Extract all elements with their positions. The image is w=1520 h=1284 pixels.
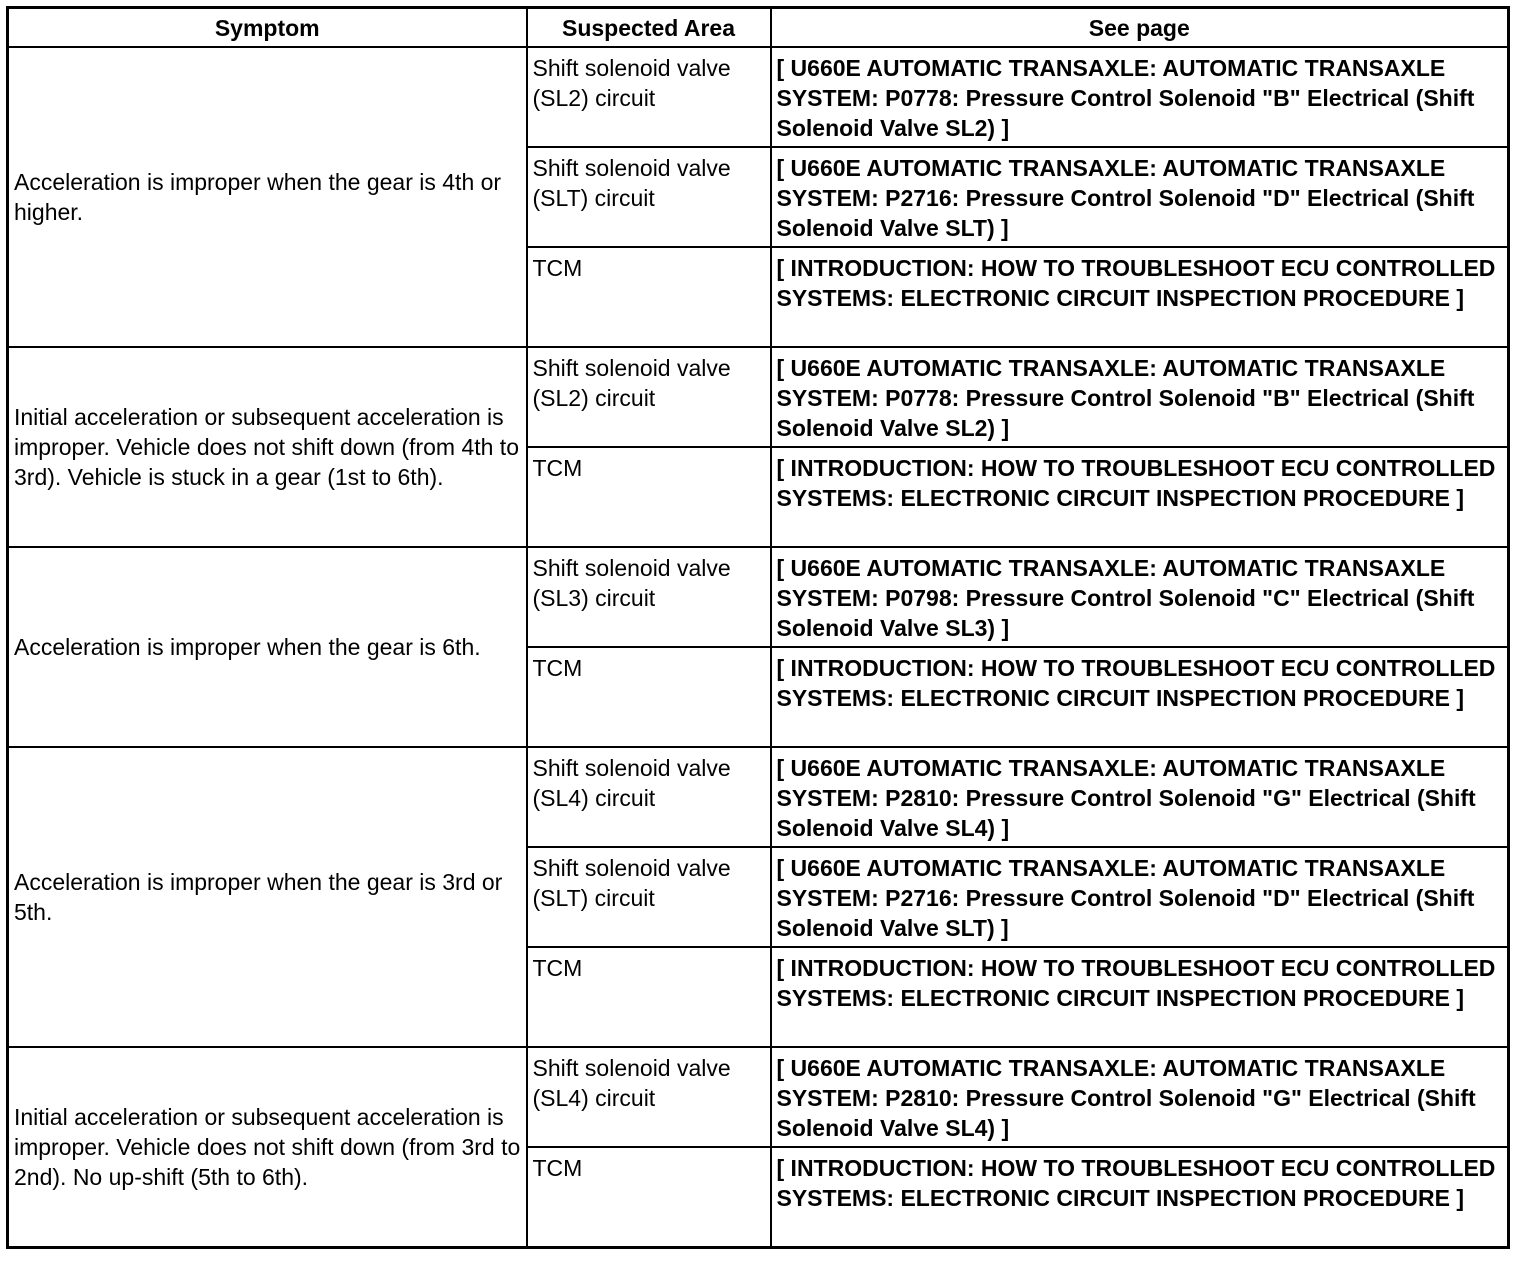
see-page-link[interactable]: [ U660E AUTOMATIC TRANSAXLE: AUTOMATIC TRANSAXLE SYSTEM: P2810: Pressure Control Solenoid "G" Electrical (Shift Solenoid Valve SL4) ] bbox=[776, 755, 1476, 841]
suspected-area-text: TCM bbox=[532, 455, 583, 481]
suspected-area-text: TCM bbox=[532, 1155, 583, 1181]
suspected-area-cell bbox=[527, 847, 771, 947]
suspected-area-text: TCM bbox=[532, 955, 583, 981]
see-page-cell bbox=[771, 847, 1509, 947]
see-page-link[interactable]: [ U660E AUTOMATIC TRANSAXLE: AUTOMATIC TRANSAXLE SYSTEM: P0778: Pressure Control Solenoid "B" Electrical (Shift Solenoid Valve SL2) ] bbox=[776, 355, 1475, 441]
suspected-area-cell bbox=[527, 647, 771, 747]
symptom-text: Acceleration is improper when the gear is 4th or higher. bbox=[14, 169, 502, 225]
header-symptom: Symptom bbox=[8, 8, 527, 48]
suspected-area-cell bbox=[527, 47, 771, 147]
see-page-cell bbox=[771, 147, 1509, 247]
see-page-link[interactable]: [ INTRODUCTION: HOW TO TROUBLESHOOT ECU CONTROLLED SYSTEMS: ELECTRONIC CIRCUIT INSPECTION PROCEDURE ] bbox=[776, 455, 1496, 511]
see-page-link[interactable]: [ INTRODUCTION: HOW TO TROUBLESHOOT ECU CONTROLLED SYSTEMS: ELECTRONIC CIRCUIT INSPECTION PROCEDURE ] bbox=[776, 255, 1496, 311]
see-page-cell bbox=[771, 947, 1509, 1047]
see-page-cell bbox=[771, 1147, 1509, 1247]
suspected-area-text: Shift solenoid valve (SL4) circuit bbox=[532, 755, 731, 811]
see-page-cell bbox=[771, 747, 1509, 847]
suspected-area-cell bbox=[527, 347, 771, 447]
see-page-link[interactable]: [ U660E AUTOMATIC TRANSAXLE: AUTOMATIC TRANSAXLE SYSTEM: P2716: Pressure Control Solenoid "D" Electrical (Shift Solenoid Valve SLT) ] bbox=[776, 155, 1475, 241]
see-page-link[interactable]: [ U660E AUTOMATIC TRANSAXLE: AUTOMATIC TRANSAXLE SYSTEM: P0798: Pressure Control Solenoid "C" Electrical (Shift Solenoid Valve SL3) ] bbox=[776, 555, 1475, 641]
symptom-text: Acceleration is improper when the gear is 3rd or 5th. bbox=[14, 869, 503, 925]
suspected-area-text: Shift solenoid valve (SL4) circuit bbox=[532, 1055, 731, 1111]
symptom-cell bbox=[8, 47, 527, 347]
suspected-area-text: Shift solenoid valve (SL3) circuit bbox=[532, 555, 731, 611]
suspected-area-text: Shift solenoid valve (SLT) circuit bbox=[532, 155, 731, 211]
see-page-link[interactable]: [ INTRODUCTION: HOW TO TROUBLESHOOT ECU CONTROLLED SYSTEMS: ELECTRONIC CIRCUIT INSPECTION PROCEDURE ] bbox=[776, 655, 1496, 711]
suspected-area-text: Shift solenoid valve (SLT) circuit bbox=[532, 855, 731, 911]
see-page-link[interactable]: [ U660E AUTOMATIC TRANSAXLE: AUTOMATIC TRANSAXLE SYSTEM: P2716: Pressure Control Solenoid "D" Electrical (Shift Solenoid Valve SLT) ] bbox=[776, 855, 1475, 941]
symptom-cell bbox=[8, 547, 527, 747]
suspected-area-text: Shift solenoid valve (SL2) circuit bbox=[532, 355, 731, 411]
suspected-area-cell bbox=[527, 1147, 771, 1247]
header-suspected-area: Suspected Area bbox=[527, 8, 771, 48]
table-row bbox=[8, 1047, 1509, 1147]
symptom-text: Initial acceleration or subsequent acceleration is improper. Vehicle does not shift down (from 3rd to 2nd). No up-shift (5th to 6th). bbox=[14, 1103, 521, 1190]
suspected-area-text: TCM bbox=[532, 255, 583, 281]
see-page-link[interactable]: [ U660E AUTOMATIC TRANSAXLE: AUTOMATIC TRANSAXLE SYSTEM: P2810: Pressure Control Solenoid "G" Electrical (Shift Solenoid Valve SL4) ] bbox=[776, 1055, 1476, 1141]
suspected-area-text: Shift solenoid valve (SL2) circuit bbox=[532, 55, 731, 111]
suspected-area-cell bbox=[527, 547, 771, 647]
see-page-cell bbox=[771, 1047, 1509, 1147]
table-header bbox=[8, 8, 1509, 48]
table-body bbox=[8, 47, 1509, 1247]
see-page-link[interactable]: [ INTRODUCTION: HOW TO TROUBLESHOOT ECU CONTROLLED SYSTEMS: ELECTRONIC CIRCUIT INSPECTION PROCEDURE ] bbox=[776, 1155, 1496, 1211]
see-page-link[interactable]: [ INTRODUCTION: HOW TO TROUBLESHOOT ECU CONTROLLED SYSTEMS: ELECTRONIC CIRCUIT INSPECTION PROCEDURE ] bbox=[776, 955, 1496, 1011]
symptom-cell bbox=[8, 347, 527, 547]
suspected-area-cell bbox=[527, 947, 771, 1047]
see-page-cell bbox=[771, 47, 1509, 147]
see-page-cell bbox=[771, 547, 1509, 647]
table-row bbox=[8, 747, 1509, 847]
see-page-cell bbox=[771, 247, 1509, 347]
symptom-cell bbox=[8, 1047, 527, 1247]
see-page-link[interactable]: [ U660E AUTOMATIC TRANSAXLE: AUTOMATIC TRANSAXLE SYSTEM: P0778: Pressure Control Solenoid "B" Electrical (Shift Solenoid Valve SL2) ] bbox=[776, 55, 1475, 141]
see-page-cell bbox=[771, 647, 1509, 747]
symptom-text: Acceleration is improper when the gear is 6th. bbox=[14, 634, 481, 660]
suspected-area-text: TCM bbox=[532, 655, 583, 681]
see-page-cell bbox=[771, 447, 1509, 547]
see-page-cell bbox=[771, 347, 1509, 447]
suspected-area-cell bbox=[527, 747, 771, 847]
table-row bbox=[8, 347, 1509, 447]
table-row bbox=[8, 547, 1509, 647]
header-row bbox=[8, 8, 1509, 48]
suspected-area-cell bbox=[527, 447, 771, 547]
table-row bbox=[8, 47, 1509, 147]
suspected-area-cell bbox=[527, 147, 771, 247]
troubleshooting-table bbox=[6, 6, 1510, 1249]
header-see-page: See page bbox=[771, 8, 1509, 48]
symptom-text: Initial acceleration or subsequent acceleration is improper. Vehicle does not shift down (from 4th to 3rd). Vehicle is stuck in a gear (1st to 6th). bbox=[14, 404, 519, 490]
suspected-area-cell bbox=[527, 247, 771, 347]
symptom-cell bbox=[8, 747, 527, 1047]
suspected-area-cell bbox=[527, 1047, 771, 1147]
